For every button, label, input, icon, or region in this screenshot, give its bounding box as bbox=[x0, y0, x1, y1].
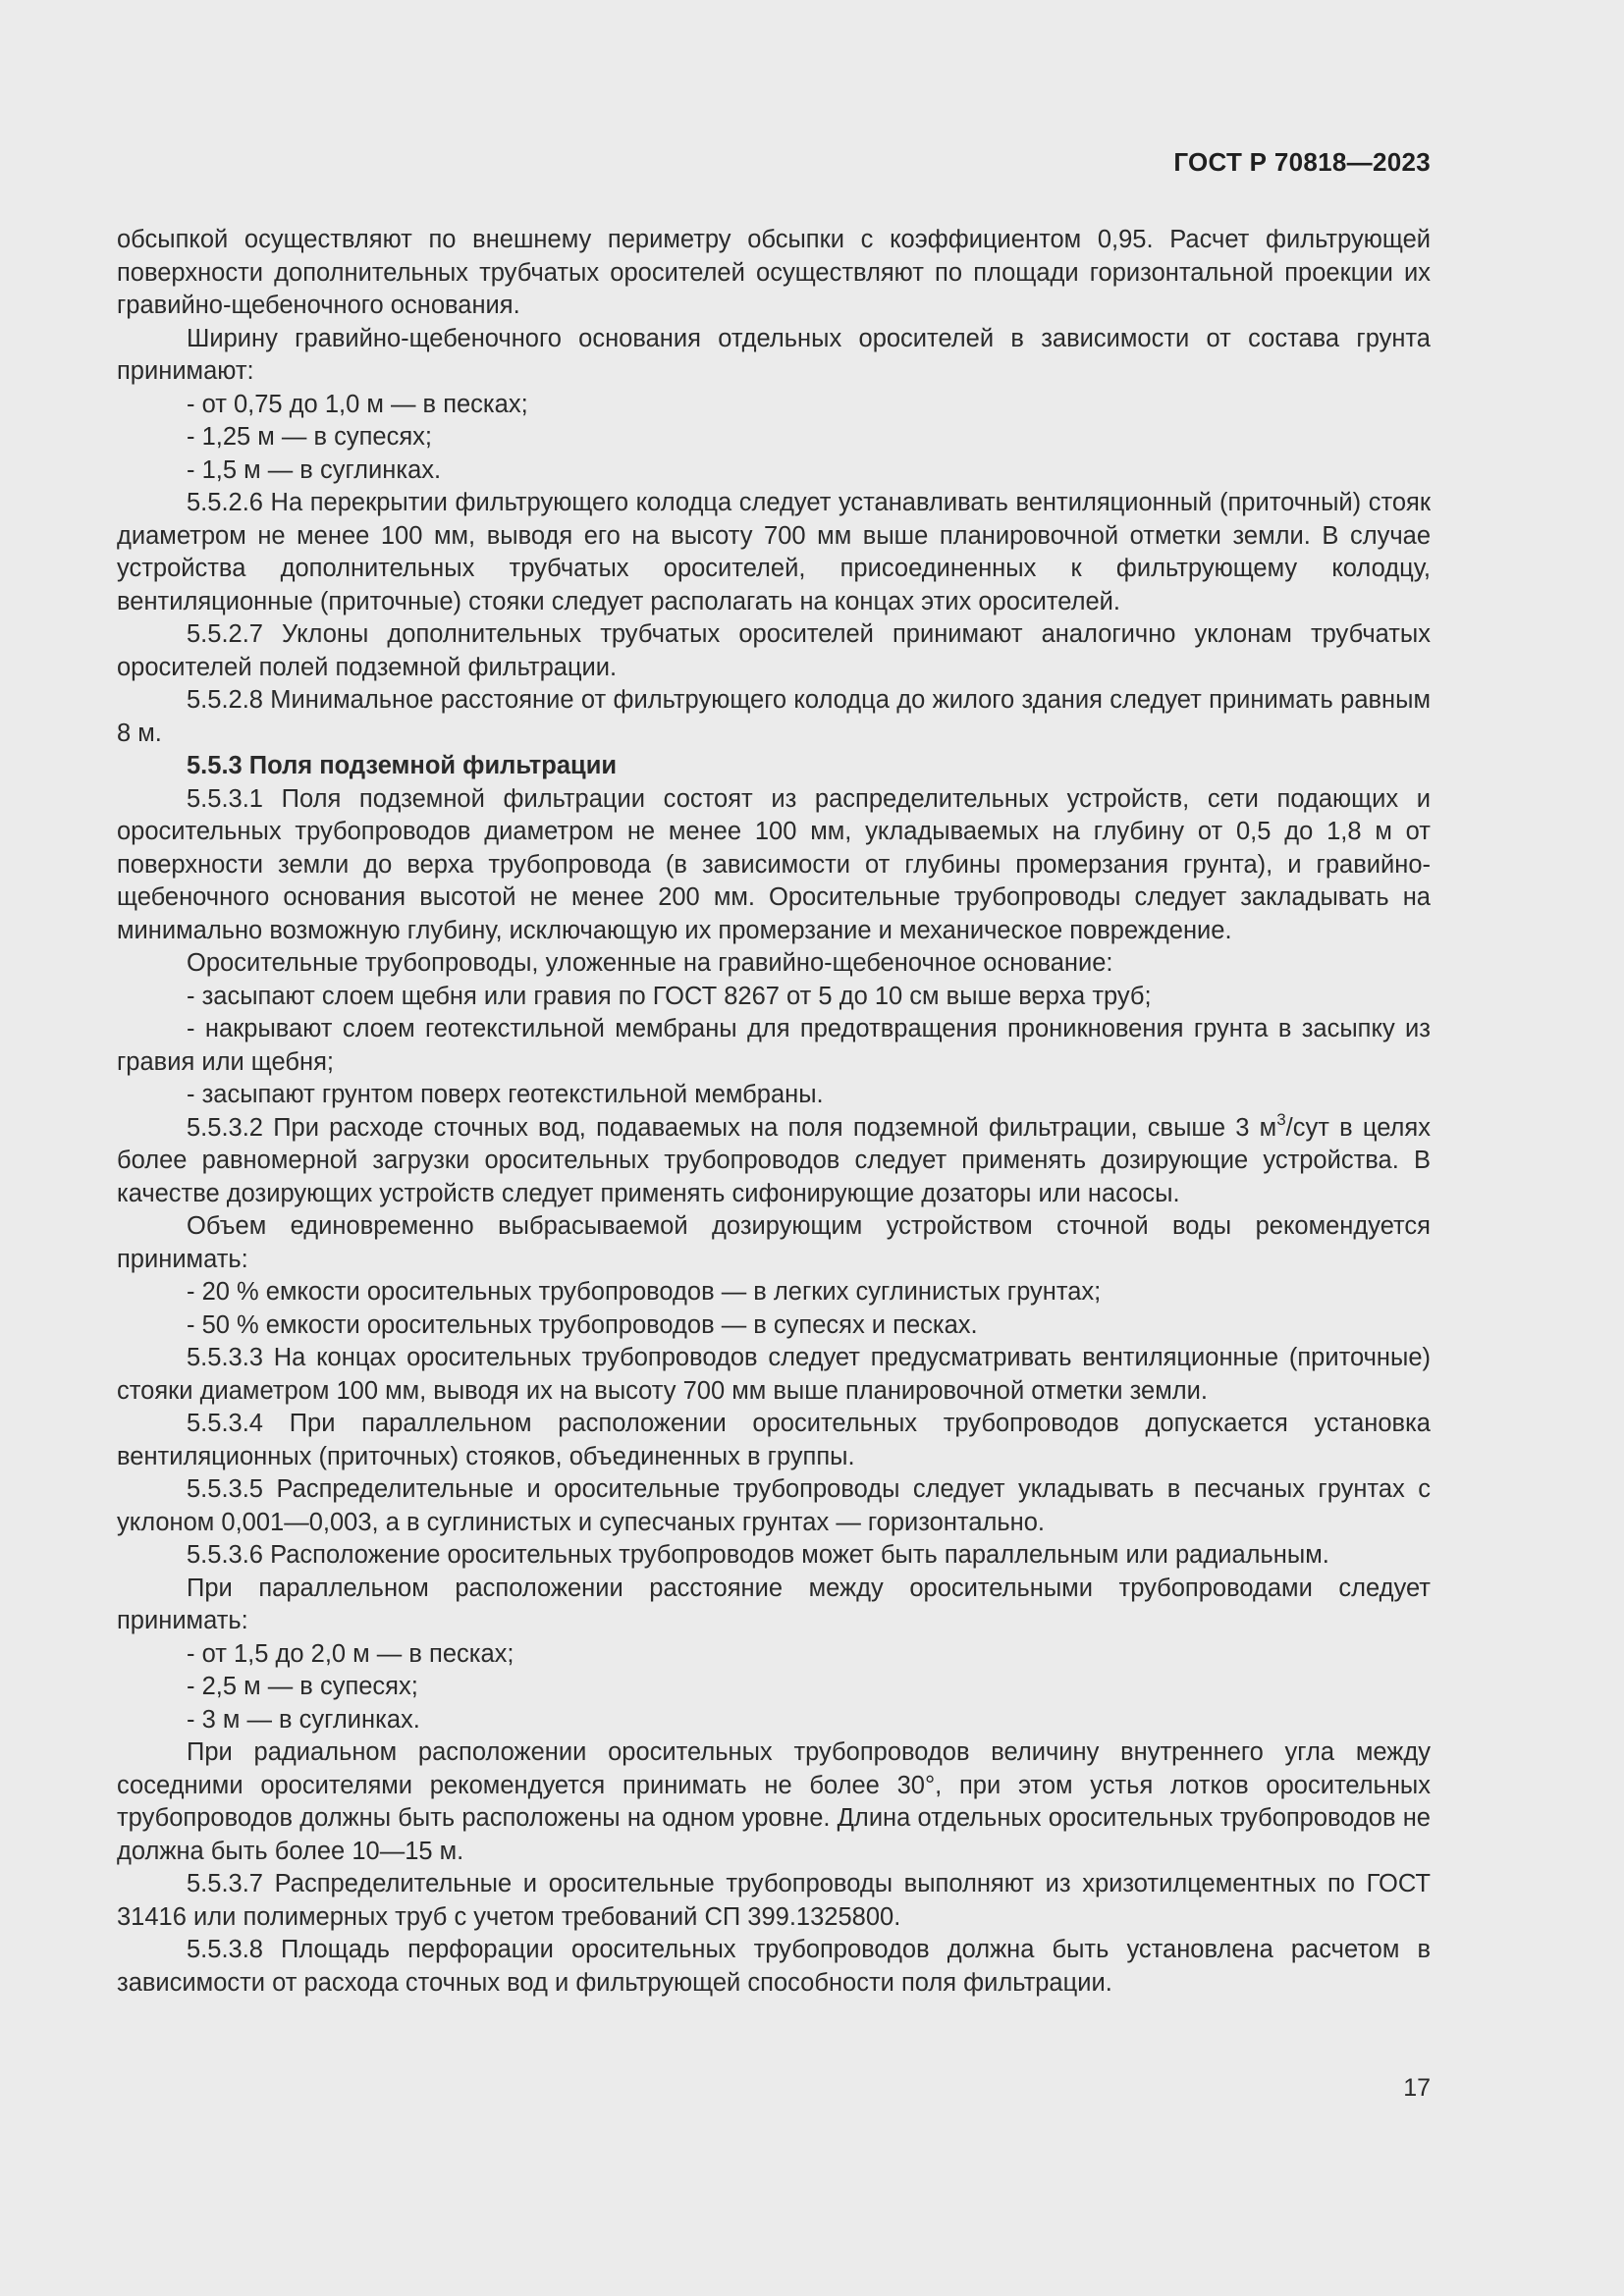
clause-5-5-2-8: 5.5.2.8 Минимальное расстояние от фильтрующего колодца до жилого здания следует принимать равным 8 м. bbox=[117, 686, 1431, 747]
list-item: - 2,5 м — в супесях; bbox=[187, 1673, 418, 1700]
clause-5-5-3-7: 5.5.3.7 Распределительные и оросительные трубопроводы выполняют из хризотилцементных по ГОСТ 31416 или полимерных труб с учетом требований СП 399.1325800. bbox=[117, 1870, 1431, 1931]
clause-text: 5.5.3.2 При расходе сточных вод, подаваемых на поля подземной фильтрации, свыше 3 м bbox=[187, 1113, 1277, 1142]
list-item: - 20 % емкости оросительных трубопроводов — в легких суглинистых грунтах; bbox=[187, 1278, 1102, 1306]
paragraph: Оросительные трубопроводы, уложенные на гравийно-щебеночное основание: bbox=[187, 949, 1113, 977]
clause-text: /сут в целях более равномерной загрузки оросительных трубопроводов следует применять дозирующие устройства. В качестве дозирующих устройств следует применять сифонирующие дозаторы или насосы. bbox=[117, 1113, 1431, 1207]
clause-5-5-2-6: 5.5.2.6 На перекрытии фильтрующего колодца следует устанавливать вентиляционный (приточный) стояк диаметром не менее 100 мм, выводя его на высоту 700 мм выше планировочной отметки земли. В случае устройства дополнительных трубчатых оросителей, присоединенных к фильтрующему колодцу, вентиляционные (приточные) стояки следует располагать на концах этих оросителей. bbox=[117, 489, 1431, 615]
paragraph: Ширину гравийно-щебеночного основания отдельных оросителей в зависимости от состава грунта принимают: bbox=[117, 324, 1431, 385]
page-number: 17 bbox=[1403, 2074, 1431, 2102]
document-body bbox=[117, 224, 1431, 2000]
paragraph: При радиальном расположении оросительных трубопроводов величину внутреннего угла между соседними оросителями рекомендуется принимать не более 30°, при этом устья лотков оросительных трубопроводов должны быть расположены на одном уровне. Длина отдельных оросительных трубопроводов не должна быть более 10—15 м. bbox=[117, 1738, 1431, 1865]
paragraph: Объем единовременно выбрасываемой дозирующим устройством сточной воды рекомендуется принимать: bbox=[117, 1212, 1431, 1273]
list-item: - 1,25 м — в супесях; bbox=[187, 423, 433, 451]
list-item: - накрывают слоем геотекстильной мембраны для предотвращения проникновения грунта в засыпку из гравия или щебня; bbox=[117, 1015, 1431, 1076]
section-heading-5-5-3: 5.5.3 Поля подземной фильтрации bbox=[187, 752, 618, 779]
list-item: - от 0,75 до 1,0 м — в песках; bbox=[187, 390, 528, 418]
clause-5-5-3-4: 5.5.3.4 При параллельном расположении оросительных трубопроводов допускается установка вентиляционных (приточных) стояков, объединенных в группы. bbox=[117, 1410, 1431, 1470]
clause-5-5-3-5: 5.5.3.5 Распределительные и оросительные трубопроводы следует укладывать в песчаных грунтах с уклоном 0,001—0,003, а в суглинистых и супесчаных грунтах — горизонтально. bbox=[117, 1475, 1431, 1536]
list-item: - 1,5 м — в суглинках. bbox=[187, 455, 442, 484]
clause-5-5-3-2 bbox=[117, 1109, 1431, 1211]
clause-5-5-3-6: 5.5.3.6 Расположение оросительных трубопроводов может быть параллельным или радиальным. bbox=[187, 1541, 1329, 1569]
clause-5-5-3-1: 5.5.3.1 Поля подземной фильтрации состоят из распределительных устройств, сети подающих и оросительных трубопроводов диаметром не менее 100 мм, укладываемых на глубину от 0,5 до 1,8 м от поверхности земли до верха трубопровода (в зависимости от глубины промерзания грунта), и гравийно-щебеночного основания высотой не менее 200 мм. Оросительные трубопроводы следует закладывать на минимально возможную глубину, исключающую их промерзание и механическое повреждение. bbox=[117, 784, 1431, 944]
clause-5-5-3-8: 5.5.3.8 Площадь перфорации оросительных трубопроводов должна быть установлена расчетом в зависимости от расхода сточных вод и фильтрующей способности поля фильтрации. bbox=[117, 1936, 1431, 1997]
list-item: - от 1,5 до 2,0 м — в песках; bbox=[187, 1639, 514, 1668]
list-item: - 3 м — в суглинках. bbox=[187, 1705, 420, 1734]
list-item: - засыпают слоем щебня или гравия по ГОСТ 8267 от 5 до 10 см выше верха труб; bbox=[187, 982, 1152, 1010]
clause-5-5-3-3: 5.5.3.3 На концах оросительных трубопроводов следует предусматривать вентиляционные (приточные) стояки диаметром 100 мм, выводя их на высоту 700 мм выше планировочной отметки земли. bbox=[117, 1344, 1431, 1405]
document-header: ГОСТ Р 70818—2023 bbox=[1173, 147, 1431, 177]
superscript: 3 bbox=[1276, 1109, 1286, 1129]
list-item: - засыпают грунтом поверх геотекстильной мембраны. bbox=[187, 1081, 824, 1108]
paragraph: обсыпкой осуществляют по внешнему периметру обсыпки с коэффициентом 0,95. Расчет фильтрующей поверхности дополнительных трубчатых оросителей осуществляют по площади горизонтальной проекции их гравийно-щебеночного основания. bbox=[117, 226, 1431, 319]
list-item: - 50 % емкости оросительных трубопроводов — в супесях и песках. bbox=[187, 1310, 978, 1339]
paragraph: При параллельном расположении расстояние между оросительными трубопроводами следует принимать: bbox=[117, 1574, 1431, 1634]
clause-5-5-2-7: 5.5.2.7 Уклоны дополнительных трубчатых оросителей принимают аналогично уклонам трубчатых оросителей полей подземной фильтрации. bbox=[117, 620, 1431, 681]
